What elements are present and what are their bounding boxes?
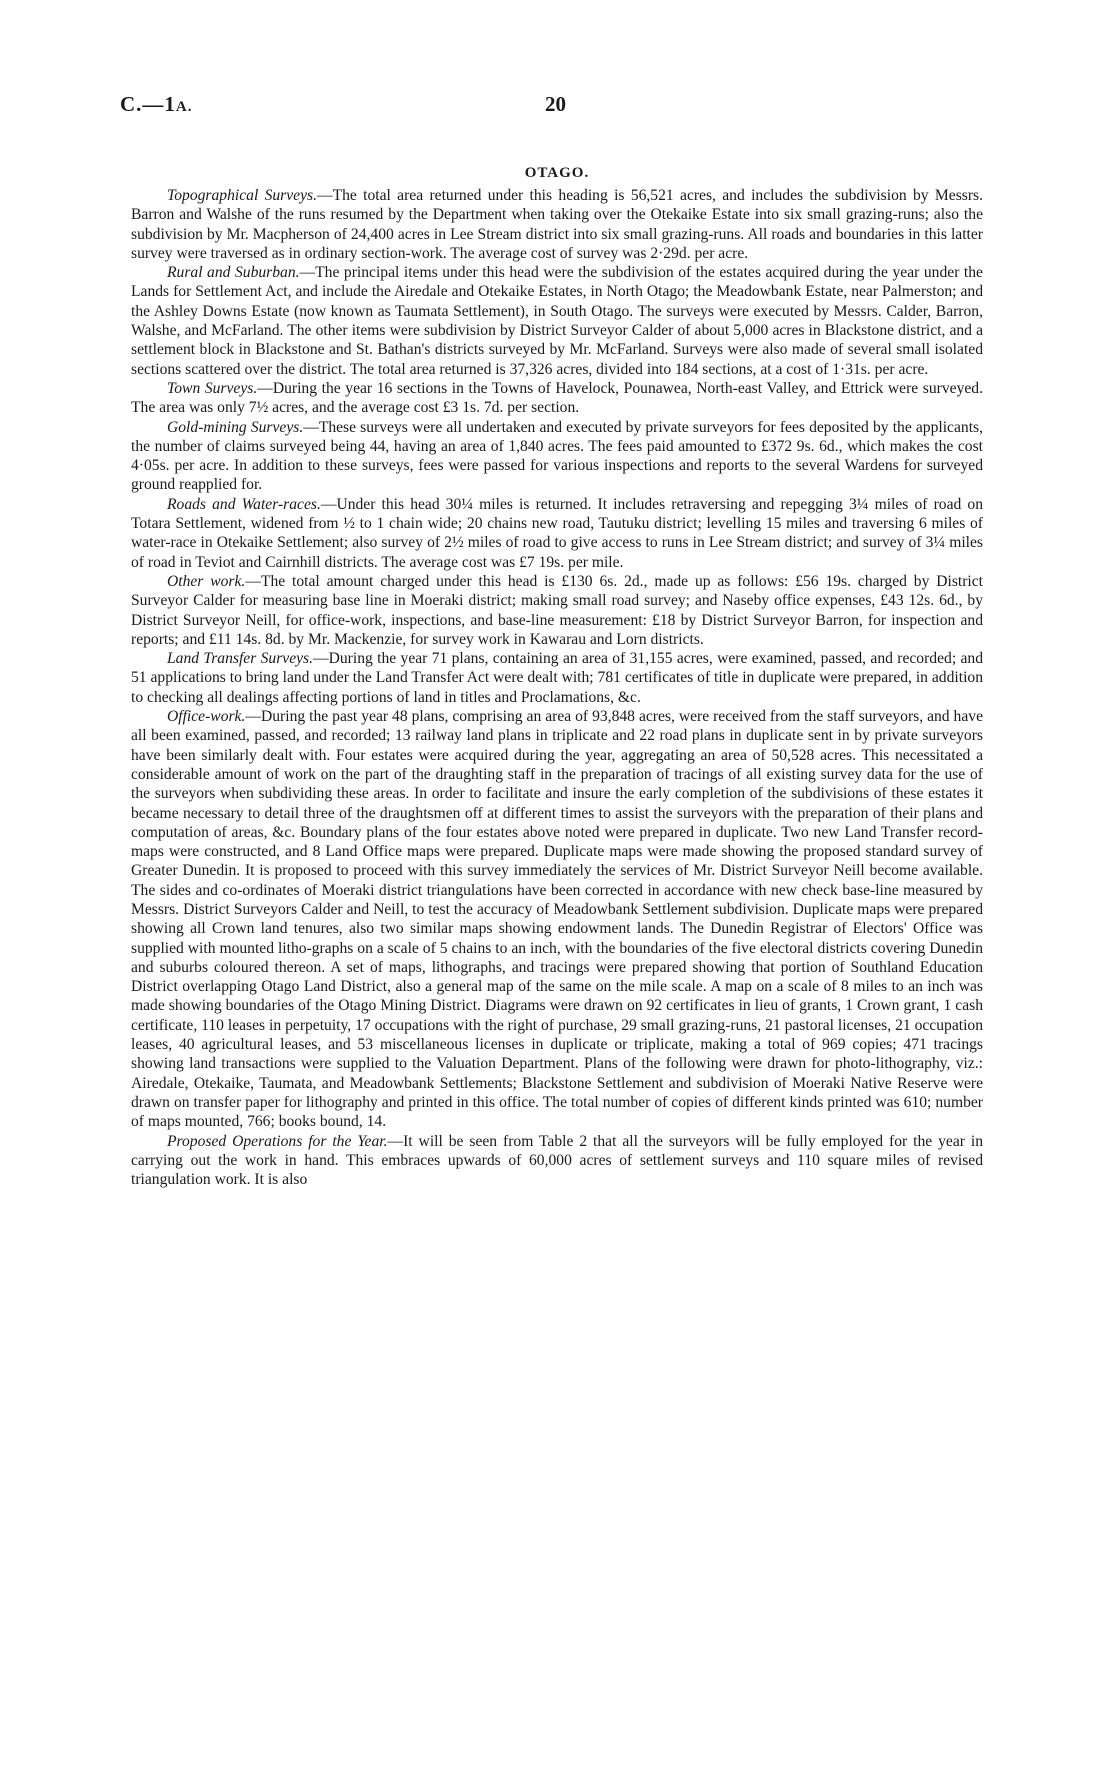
paragraph-lead: Town Surveys. [167, 379, 258, 397]
paragraph-lead: Office-work. [167, 708, 246, 726]
paragraph-roads-and-water-races [131, 495, 983, 572]
paragraph-text: —Under this head 30¼ miles is returned. It includes retraversing and repegging 3¼ miles of road on Totara Settlement, widened from ½ to 1 chain wide; 20 chains new road, Tautuku district; levelling 15 miles and traversing 6 miles of water-race in Otekaike Settlement; also survey of 2½ miles of road to give access to runs in Lee Stream district; and survey of 3¼ miles of road in Teviot and Cairnhill districts. The average cost was £7 19s. per mile. [131, 495, 984, 571]
paragraph-text: —The total area returned under this heading is 56,521 acres, and includes the subdivision by Messrs. Barron and Walshe of the runs resumed by the Department when taking over the Otekaike Estate into six small grazing-runs; also the subdivision by Mr. Macpherson of 24,400 acres in Lee Stream district into six small grazing-runs. All roads and boundaries in this latter survey were traversed as in ordinary section-work. The average cost of survey was 2·29d. per acre. [131, 187, 983, 262]
doc-ref-prefix: C.—1 [120, 92, 176, 116]
paragraph-gold-mining-surveys [131, 418, 983, 495]
paragraph-office-work [131, 707, 983, 1132]
paragraph-proposed-operations [131, 1132, 983, 1190]
paragraph-lead: Land Transfer Surveys. [167, 650, 314, 668]
paragraph-text: —These surveys were all undertaken and executed by private surveyors for fees deposited by the applicants, the number of claims surveyed being 44, having an area of 1,840 acres. The fees paid amounted to £372 9s. 6d., which makes the cost 4·05s. per acre. In addition to these surveys, fees were passed for various inspections and reports to the several Wardens for surveyed ground reapplied for. [131, 418, 983, 494]
paragraph-text: —During the year 16 sections in the Towns of Havelock, Pounawea, North-east Valley, and Ettrick were surveyed. The area was only 7½ acres, and the average cost £3 1s. 7d. per section. [131, 379, 983, 417]
paragraph-text: —It will be seen from Table 2 that all the surveyors will be fully employed for the year in carrying out the work in hand. This embraces upwards of 60,000 acres of settlement surveys and 110 square miles of revised triangulation work. It is also [131, 1132, 983, 1189]
paragraph-lead: Topographical Surveys. [167, 187, 317, 204]
paragraph-land-transfer-surveys [131, 649, 983, 707]
paragraph-lead: Proposed Operations for the Year. [167, 1132, 388, 1150]
paragraph-text: —During the year 71 plans, containing an area of 31,155 acres, were examined, passed, and recorded; and 51 applications to bring land under the Land Transfer Act were dealt with; 781 certificates of title in duplicate were prepared, in addition to checking all dealings affecting portions of land in titles and Proclamations, &c. [131, 650, 984, 706]
paragraph-rural-and-suburban [131, 263, 983, 379]
page-number: 20 [545, 92, 566, 116]
paragraph-text: —During the past year 48 plans, comprising an area of 93,848 acres, were received from the staff surveyors, and have all been examined, passed, and recorded; 13 railway land plans in triplicate and 22 road plans in duplicate sent in by private surveyors have been similarly dealt with. Four estates were acquired during the year, aggregating an area of 50,528 acres. This necessitated a considerable amount of work on the part of the draughting staff in the preparation of tracings of all existing survey data for the use of the surveyors when subdividing these areas. In order to facilitate and insure the early completion of the subdivisions of these estates it became necessary to detail three of the draughtsmen off at different times to assist the surveyors with the preparation of their plans and computation of areas, &c. Boundary plans of the four estates above noted were prepared in duplicate. Two new Land Transfer record-maps were constructed, and 8 Land Office maps were prepared. Duplicate maps were made showing the proposed standard survey of Greater Dunedin. It is proposed to proceed with this survey immediately the services of Mr. District Surveyor Neill become available. The sides and co-ordinates of Moeraki district triangulations have been corrected in accordance with new check base-line measured by Messrs. District Surveyors Calder and Neill, to test the accuracy of Meadowbank Settlement subdivision. Duplicate maps were prepared showing all Crown land tenures, also two similar maps showing endowment lands. The Dunedin Registrar of Electors' Office was supplied with mounted litho-graphs on a scale of 5 chains to an inch, with the boundaries of the five electoral districts covering Dunedin and suburbs coloured thereon. A set of maps, lithographs, and tracings were prepared showing that portion of Southland Education District overlapping Otago Land District, also a general map of the same on the mile scale. A map on a scale of 8 miles to an inch was made showing boundaries of the Otago Mining District. Diagrams were drawn on 92 certificates in lieu of grants, 1 Crown grant, 1 cash certificate, 110 leases in perpetuity, 17 occupations with the right of purchase, 29 small grazing-runs, 21 pastoral licenses, 21 occupation leases, 40 agricultural leases, and 53 miscellaneous licenses in duplicate or triplicate, making a total of 969 copies; 471 tracings showing land transactions were supplied to the Valuation Department. Plans of the following were drawn for photo-lithography, viz.: Airedale, Otekaike, Taumata, and Meadowbank Settlements; Blackstone Settlement and subdivision of Moeraki Native Reserve were drawn on transfer paper for lithography and printed in this office. The total number of copies of different kinds printed was 610; number of maps mounted, 766; books bound, 14. [131, 708, 983, 1131]
paragraph-lead: Roads and Water-races. [167, 495, 321, 513]
document-reference [120, 92, 193, 117]
paragraph-text: —The total amount charged under this head is £130 6s. 2d., made up as follows: £56 19s. charged by District Surveyor Calder for measuring base line in Moeraki district; making small road survey; and Naseby office expenses, £43 12s. 6d., by District Surveyor Neill, for office-work, inspections, and base-line measurement: £18 by District Surveyor Barron, for inspection and reports; and £11 14s. 8d. by Mr. Mackenzie, for survey work in Kawarau and Lorn districts. [131, 572, 983, 648]
paragraph-lead: Rural and Suburban. [167, 264, 300, 282]
paragraph-text: —The principal items under this head were the subdivision of the estates acquired during the year under the Lands for Settlement Act, and include the Airedale and Otekaike Estates, in North Otago; the Meadowbank Estate, near Palmerston; and the Ashley Downs Estate (now known as Taumata Settlement), in South Otago. The surveys were executed by Messrs. Calder, Barron, Walshe, and McFarland. The other items were subdivision by District Surveyor Calder of about 5,000 acres in Blackstone district, and a settlement block in Blackstone and St. Bathan's districts surveyed by Mr. McFarland. Surveys were also made of several small isolated sections scattered over the district. The total area returned is 37,326 acres, divided into 184 sections, at a cost of 1·31s. per acre. [131, 264, 983, 378]
section-title: OTAGO. [524, 165, 590, 181]
paragraph-lead: Other work. [167, 572, 246, 590]
paragraph-topographical-surveys [131, 186, 983, 263]
paragraph-other-work [131, 572, 983, 649]
paragraph-lead: Gold-mining Surveys. [167, 418, 304, 436]
doc-ref-suffix: A. [175, 99, 193, 115]
paragraph-town-surveys [131, 379, 983, 418]
body-text [131, 186, 983, 1189]
